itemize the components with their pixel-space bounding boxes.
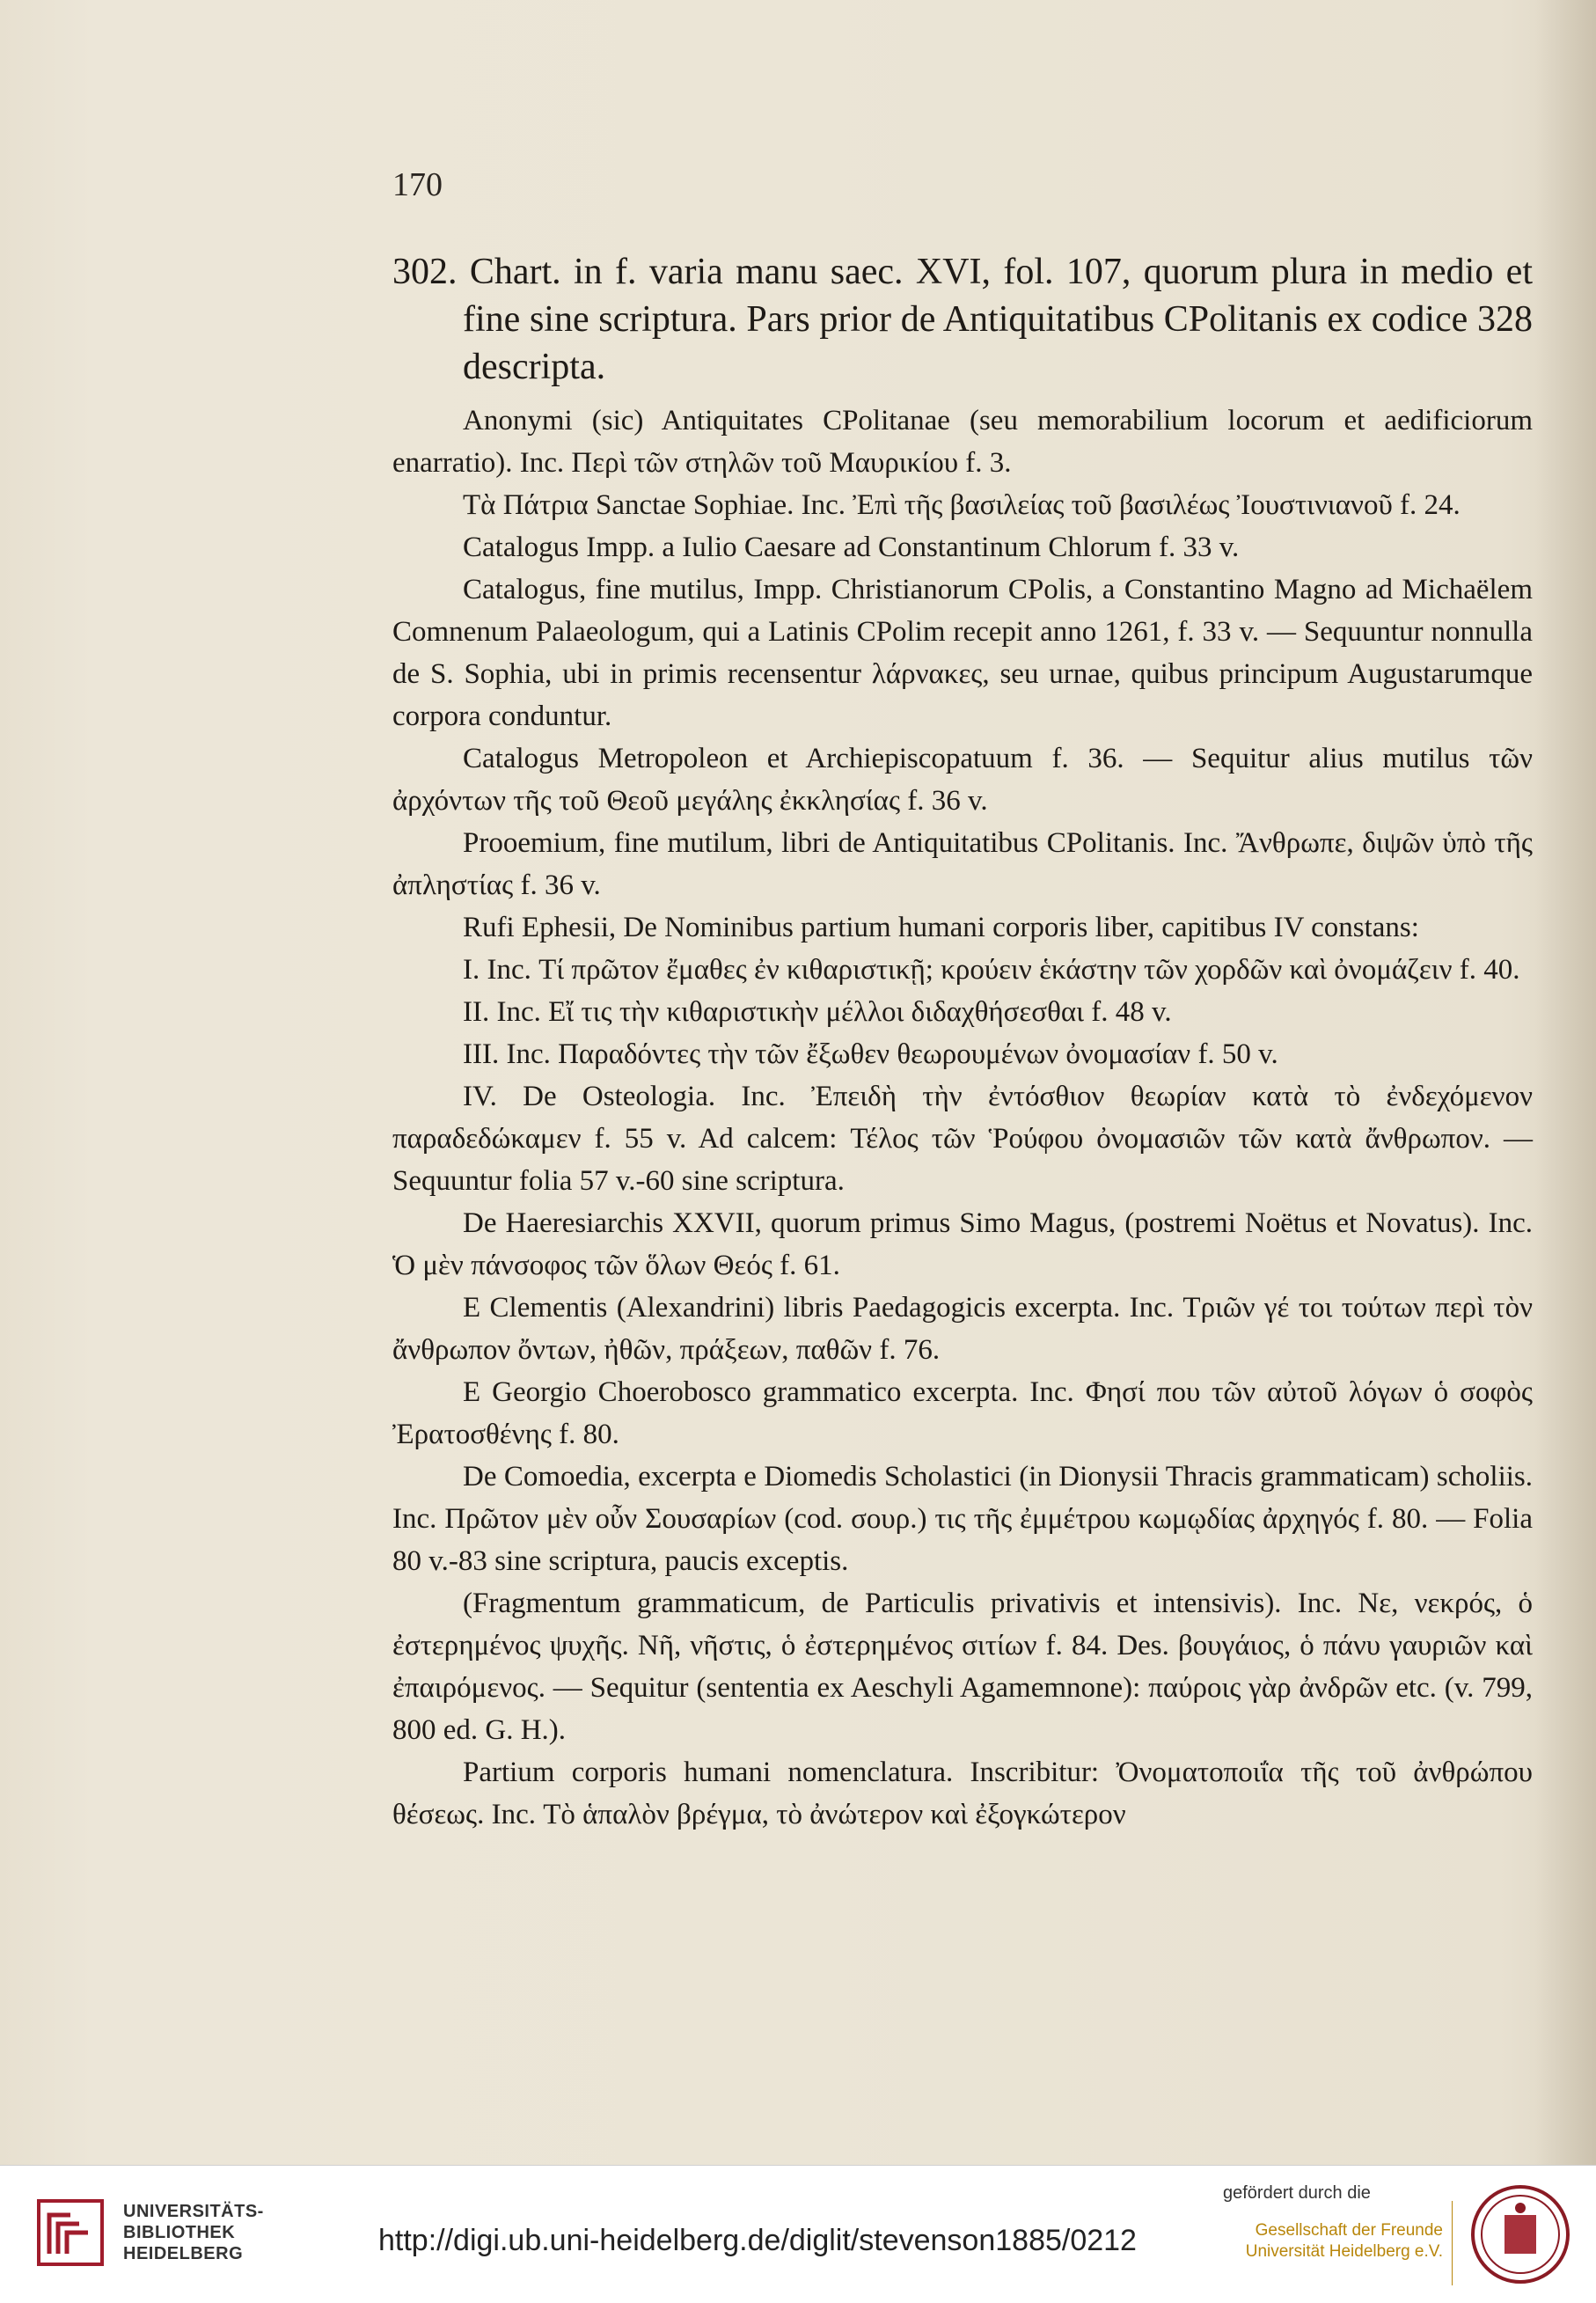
sponsor-name-line: Universität Heidelberg e.V. (1245, 2242, 1443, 2261)
footer-bar (0, 2165, 1596, 2303)
paragraph: (Fragmentum grammaticum, de Particulis privativis et intensivis). Inc. Νε, νεκρός, ὁ ἐστερημένος ψυχῆς. Νῆ, νῆστις, ὁ ἐστερημένος σιτίων f. 84. Des. βουγάιος, ὁ πάνυ γαυριῶν καὶ ἐπαιρόμενος. — Sequitur (sententia ex Aeschyli Agamemnone): παύροις γὰρ ἀνδρῶν etc. (v. 799, 800 ed. G. H.). (392, 1588, 1533, 1746)
paragraph: De Comoedia, excerpta e Diomedis Scholastici (in Dionysii Thracis grammaticam) scholiis. Inc. Πρῶτον μὲν οὖν Σουσαρίων (cod. σουρ.) τις τῆς ἐμμέτρου κωμῳδίας ἀρχηγός f. 80. — Folia 80 v.-83 sine scriptura, paucis exceptis. (392, 1461, 1533, 1577)
library-name-line: HEIDELBERG (123, 2244, 244, 2263)
paragraph: Rufi Ephesii, De Nominibus partium humani corporis liber, capitibus IV constans: (463, 912, 1419, 943)
entry-heading: 302. Chart. in f. varia manu saec. XVI, fol. 107, quorum plura in medio et fine sine scriptura. Pars prior de Antiquitatibus CPolitanis ex codice 328 descripta. (392, 252, 1533, 387)
page-content (392, 211, 1533, 1836)
paragraph: Catalogus Metropoleon et Archiepiscopatuum f. 36. — Sequitur alius mutilus τῶν ἀρχόντων τῆς τοῦ Θεοῦ μεγάλης ἐκκλησίας f. 36 v. (392, 743, 1533, 817)
page-number: 170 (392, 166, 443, 203)
paragraph: Anonymi (sic) Antiquitates CPolitanae (seu memorabilium locorum et aedificiorum enarratio). Inc. Περὶ τῶν στηλῶν τοῦ Μαυρικίου f. 3. (392, 405, 1533, 479)
sub-paragraph: IV. De Osteologia. Inc. Ἐπειδὴ τὴν ἐντόσθιον θεωρίαν κατὰ τὸ ἐνδεχόμενον παραδεδώκαμεν f. 55 v. Ad calcem: Τέλος τῶν Ῥούφου ὀνομασιῶν τῶν κατὰ ἄνθρωπον. — Sequuntur folia 57 v.-60 sine scriptura. (392, 1081, 1533, 1197)
library-name-line: BIBLIOTHEK (123, 2223, 236, 2242)
divider (1452, 2201, 1453, 2285)
sponsor-name (1214, 2220, 1443, 2263)
paragraph: Τὰ Πάτρια Sanctae Sophiae. Inc. Ἐπὶ τῆς βασιλείας τοῦ βασιλέως Ἰουστινιανοῦ f. 24. (463, 489, 1461, 521)
paragraph: Catalogus Impp. a Iulio Caesare ad Constantinum Chlorum f. 33 v. (463, 532, 1240, 563)
paragraph: E Clementis (Alexandrini) libris Paedagogicis excerpta. Inc. Τριῶν γέ τοι τούτων περὶ τὸν ἄνθρωπον ὄντων, ἠθῶν, πράξεων, παθῶν f. 76. (392, 1292, 1533, 1366)
sub-paragraph: III. Inc. Παραδόντες τὴν τῶν ἔξωθεν θεωρουμένων ὀνομασίαν f. 50 v. (463, 1038, 1278, 1070)
library-logo-icon (35, 2197, 106, 2268)
university-seal-icon (1469, 2183, 1571, 2285)
paragraph: De Haeresiarchis XXVII, quorum primus Simo Magus, (postremi Noëtus et Novatus). Inc. Ὁ μὲν πάνσοφος τῶν ὅλων Θεός f. 61. (392, 1207, 1533, 1281)
sub-paragraph: I. Inc. Τί πρῶτον ἔμαθες ἐν κιθαριστικῇ; κρούειν ἑκάστην τῶν χορδῶν καὶ ὀνομάζειν f. 40. (463, 954, 1520, 986)
paragraph: Prooemium, fine mutilum, libri de Antiquitatibus CPolitanis. Inc. Ἄνθρωπε, διψῶν ὑπὸ τῆς ἀπληστίας f. 36 v. (392, 827, 1533, 901)
sponsor-label: gefördert durch die (1223, 2183, 1371, 2203)
library-name (123, 2201, 264, 2264)
paragraph: E Georgio Choerobosco grammatico excerpta. Inc. Φησί που τῶν αὐτοῦ λόγων ὁ σοφὸς Ἐρατοσθένης f. 80. (392, 1376, 1533, 1450)
library-name-line: UNIVERSITÄTS- (123, 2202, 264, 2221)
paragraph: Catalogus, fine mutilus, Impp. Christianorum CPolis, a Constantino Magno ad Michaëlem Comnenum Palaeologum, qui a Latinis CPolim recepit anno 1261, f. 33 v. — Sequuntur nonnulla de S. Sophia, ubi in primis recensentur λάρνακες, seu urnae, quibus principum Augustarumque corpora conduntur. (392, 574, 1533, 732)
sponsor-name-line: Gesellschaft der Freunde (1255, 2221, 1443, 2240)
paragraph: Partium corporis humani nomenclatura. Inscribitur: Ὀνοματοποιΐα τῆς τοῦ ἀνθρώπου θέσεως. Inc. Τὸ ἁπαλὸν βρέγμα, τὸ ἀνώτερον καὶ ἐξογκώτερον (392, 1757, 1533, 1830)
permalink-url[interactable]: http://digi.ub.uni-heidelberg.de/diglit/stevenson1885/0212 (378, 2224, 1137, 2257)
sub-paragraph: II. Inc. Εἴ τις τὴν κιθαριστικὴν μέλλοι διδαχθήσεσθαι f. 48 v. (463, 996, 1172, 1028)
